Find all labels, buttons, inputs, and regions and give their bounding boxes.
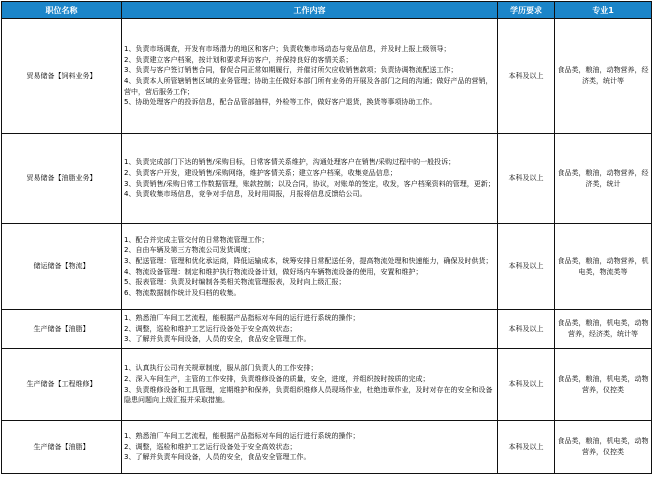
duties-cell	[122, 310, 498, 349]
duties-cell	[122, 349, 498, 421]
duty-line: 2、负责建立客户档案，按计划和要求拜访客户，并保持良好的客情关系；	[124, 55, 353, 64]
duty-line: 2、负责客户开发，建设销售/采购网络，维护客情关系；建立客户档案，收集竞品信息；	[124, 168, 397, 177]
education-cell: 本科及以上	[498, 421, 555, 474]
header-major: 专业1	[555, 2, 652, 19]
duty-line: 1、负责市场调查，开发有市场潜力的地区和客户；负责收集市场动态与竞品信息，并及时上报上级领导；	[124, 45, 451, 54]
major-cell: 食品类，粮油，动物营养，经济类，统计等	[555, 19, 652, 134]
duty-line: 4、物流设备管理：制定和维护执行物流设备计划，做好场内车辆物流设备的使用，安置和维护；	[124, 267, 423, 276]
education-cell: 本科及以上	[498, 134, 555, 224]
header-position: 职位名称	[2, 2, 122, 19]
duty-line: 3、负责维修设备和工具管理，定期维护和保养，负责组织维修人员现场作业，杜绝违章作业，及时对存在的安全和设备隐患问题向上级汇报并采取措施。	[124, 385, 493, 405]
duty-line: 3、负责销售/采购日常工作数据管理，账款控制；以及合同，协议，对账单的签定，收发，客户档案资料的管理，更新；	[124, 179, 495, 188]
table-body	[2, 19, 652, 474]
header-education: 学历要求	[498, 2, 555, 19]
duties-cell	[122, 421, 498, 474]
duties-cell	[122, 134, 498, 224]
duty-line: 1、熟悉油厂车间工艺流程，能根据产品指标对车间的运行进行系统的操作；	[124, 432, 360, 441]
education-cell: 本科及以上	[498, 224, 555, 310]
education-cell: 本科及以上	[498, 19, 555, 134]
education-cell: 本科及以上	[498, 349, 555, 421]
table-row	[2, 421, 652, 474]
duty-line: 3、负责与客户签订销售合同，督促合同正常如期履行，并催讨所欠应收销售款项；负责协调物流配送工作；	[124, 66, 458, 75]
duty-line: 4、负责收集市场信息，竞争对手信息，及时用周报，月报将信息反馈给公司。	[124, 190, 367, 199]
duty-line: 3、配送管理：管理和优化承运商，降低运输成本，统筹安排日常配送任务，提高物流处理和快速能力，确保及时供货；	[124, 256, 493, 265]
duty-line: 3、了解并负责车间设备，人员的安全，食品安全管理工作。	[124, 335, 311, 344]
table-row	[2, 134, 652, 224]
position-name-cell: 生产储备【油脂】	[2, 421, 122, 474]
position-name-cell: 贸易储备【饲料业务】	[2, 19, 122, 134]
major-cell: 食品类，粮油，机电类，动物营养，经济类，统计等	[555, 310, 652, 349]
duty-line: 1、负责完成部门下达的销售/采购目标，日常客情关系维护，沟通处理客户在销售/采购过程中的一般投诉；	[124, 158, 456, 167]
education-cell: 本科及以上	[498, 310, 555, 349]
table-row	[2, 349, 652, 421]
table-row	[2, 224, 652, 310]
table-header-row	[2, 2, 652, 19]
major-cell: 食品类，粮油，机电类，动物营养，仪控类	[555, 421, 652, 474]
duty-line: 2、调整，巡检和维护工艺运行设备处于安全高效状态；	[124, 324, 297, 333]
table-row	[2, 19, 652, 134]
position-name-cell: 贸易储备【油脂业务】	[2, 134, 122, 224]
duties-cell	[122, 224, 498, 310]
duty-line: 1、配合并完成主管交付的日常物流管理工作；	[124, 235, 269, 244]
major-cell: 食品类，粮油，机电类，动物营养，仪控类	[555, 349, 652, 421]
position-name-cell: 生产储备【油脂】	[2, 310, 122, 349]
duty-line: 2、自由车辆及第三方物流公司发货调度；	[124, 246, 255, 255]
duties-cell	[122, 19, 498, 134]
duty-line: 1、认真执行公司有关规章制度，服从部门负责人的工作安排；	[124, 364, 318, 373]
duty-line: 2、调整，巡检和维护工艺运行设备处于安全高效状态；	[124, 442, 297, 451]
duty-line: 5、报表管理：负责及时编制各类相关物流管理报表，及时向上级汇报；	[124, 278, 346, 287]
table-row	[2, 310, 652, 349]
duty-line: 1、熟悉油厂车间工艺流程，能根据产品指标对车间的运行进行系统的操作；	[124, 314, 360, 323]
duty-line: 6、物流数据制作统计及归档的收集。	[124, 288, 241, 297]
duty-line: 2、深入车间生产，主管的工作安排，负责维修设备的质量，安全，进度，并组织按时按质的完成；	[124, 374, 430, 383]
position-name-cell: 储运储备【物流】	[2, 224, 122, 310]
duty-line: 4、负责本人所管辖销售区域的业务管理；协助主任做好本部门所有业务的开展及各部门之间的沟通；做好产品的营销，营中，营后服务工作；	[124, 77, 493, 96]
major-cell: 食品类，粮油，动物营养，机电类，物流类等	[555, 224, 652, 310]
position-name-cell: 生产储备【工程维修】	[2, 349, 122, 421]
duty-line: 5、协助处理客户的投诉信息，配合品管部抽样，外检等工作，做好客户退货，换货等事项协助工作。	[124, 98, 437, 107]
major-cell: 食品类，粮油，动物营养，经济类，统计	[555, 134, 652, 224]
duty-line: 3、了解并负责车间设备，人员的安全，食品安全管理工作。	[124, 453, 311, 462]
header-duties: 工作内容	[122, 2, 498, 19]
job-requirements-table	[1, 1, 652, 474]
